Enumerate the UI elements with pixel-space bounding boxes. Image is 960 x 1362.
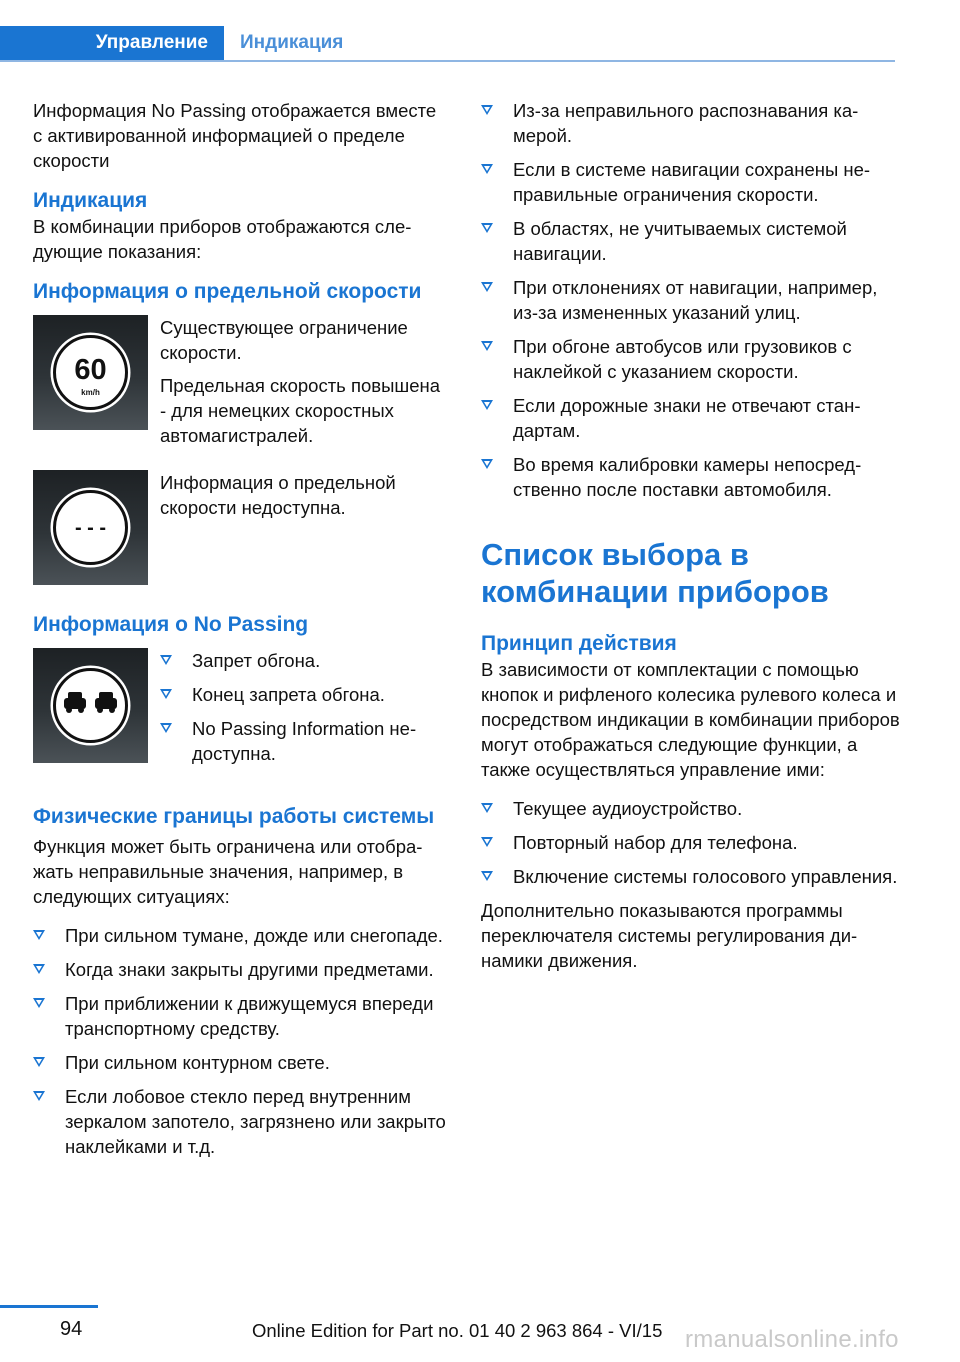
bullet-triangle-icon <box>481 164 493 174</box>
list-item: Повторный набор для телефона. <box>481 830 901 855</box>
extra-text: Дополнительно показываются программы переключателя системы регулирования динамики движения. <box>481 900 858 971</box>
bullet-triangle-icon <box>481 871 493 881</box>
edition-text: Online Edition for Part no. 01 40 2 963 864 - VI/15 <box>252 1320 663 1341</box>
no-passing-heading: Информация о No Passing <box>33 613 309 636</box>
indication-heading: Индикация <box>33 189 148 212</box>
system-limits-text: Функция может быть ограничена или отображать неправильные значения, например, в следующих ситуациях: <box>33 836 423 907</box>
left-column <box>33 98 448 1168</box>
speed-limit-heading: Информация о предельной скорости <box>33 280 422 303</box>
list-item: При приближении к движущемуся впереди транспортному средству. <box>33 991 448 1041</box>
list-item: Конец запрета обгона. <box>160 682 448 707</box>
no-passing-list <box>160 648 448 766</box>
list-item: Если в системе навигации сохранены неправильные ограничения скорости. <box>481 157 901 207</box>
bullet-triangle-icon <box>481 282 493 292</box>
principle-heading: Принцип действия <box>481 632 677 655</box>
list-item: Запрет обгона. <box>160 648 448 673</box>
list-item: При сильном контурном свете. <box>33 1050 448 1075</box>
list-item: Во время калибровки камеры непосредственно после поставки автомобиля. <box>481 452 901 502</box>
no-passing-figure-row <box>33 648 448 775</box>
unavailable-sign-icon <box>33 470 148 585</box>
system-limits-list-continued <box>481 98 901 502</box>
bullet-triangle-icon <box>481 837 493 847</box>
speed-info-2: Предельная скорость повышена - для немецких скоростных автомагистралей. <box>160 375 441 446</box>
bullet-triangle-icon <box>160 689 172 699</box>
page-number: 94 <box>60 1318 83 1340</box>
speed-unavailable-sign-image <box>33 470 148 585</box>
no-passing-sign-image <box>33 648 148 763</box>
system-limits-list <box>33 923 448 1159</box>
list-item: Включение системы голосового управления. <box>481 864 901 889</box>
indication-text: В комбинации приборов отображаются следующие показания: <box>33 216 412 262</box>
speed-limit-sign-icon <box>33 315 148 430</box>
bullet-triangle-icon <box>33 998 45 1008</box>
principle-list <box>481 796 901 889</box>
bullet-triangle-icon <box>481 400 493 410</box>
list-item: При отклонениях от навигации, например, из-за измененных указаний улиц. <box>481 275 901 325</box>
principle-text: В зависимости от комплектации с помощью кнопок и рифленого колесика рулевого колеса и посредством индикации в комбинации приборов могут отображаться следующие функции, а также осуществляться управление ими: <box>481 659 900 780</box>
bullet-triangle-icon <box>481 105 493 115</box>
bullet-triangle-icon <box>33 964 45 974</box>
bullet-triangle-icon <box>481 341 493 351</box>
bullet-triangle-icon <box>481 459 493 469</box>
list-item: Если лобовое стекло перед внутренним зеркалом запотело, загрязнено или закрыто наклейками и т.д. <box>33 1084 448 1159</box>
bullet-triangle-icon <box>33 930 45 940</box>
list-item: No Passing Information недоступна. <box>160 716 448 766</box>
bullet-triangle-icon <box>160 723 172 733</box>
speed-limit-figure-row <box>33 315 448 456</box>
list-item: В областях, не учитываемых системой навигации. <box>481 216 901 266</box>
list-item: При обгоне автобусов или грузовиков с наклейкой с указанием скорости. <box>481 334 901 384</box>
tab-control[interactable]: Управление <box>0 26 224 60</box>
list-item: Если дорожные знаки не отвечают стандартам. <box>481 393 901 443</box>
na-sign-text: - - - <box>74 517 107 539</box>
speed-sign-value: 60 <box>74 354 107 386</box>
footer-rule <box>0 1305 98 1308</box>
system-limits-heading: Физические границы работы системы <box>33 805 435 828</box>
bullet-triangle-icon <box>481 803 493 813</box>
section-title: Список выбора в комбинации приборов <box>481 537 829 609</box>
list-item: Когда знаки закрыты другими предметами. <box>33 957 448 982</box>
speed-unavailable-description <box>160 470 448 528</box>
speed-unavailable-text: Информация о предельной скорости недоступна. <box>160 472 396 518</box>
speed-unavailable-figure-row <box>33 470 448 585</box>
list-item: Текущее аудиоустройство. <box>481 796 901 821</box>
right-column <box>481 98 901 973</box>
speed-info-1: Существующее ограничение скорости. <box>160 317 408 363</box>
tab-indication[interactable]: Индикация <box>240 32 344 53</box>
bullet-triangle-icon <box>160 655 172 665</box>
header-divider <box>0 60 895 62</box>
bullet-triangle-icon <box>33 1057 45 1067</box>
speed-limit-sign-image <box>33 315 148 430</box>
header-tabs <box>0 26 895 62</box>
bullet-triangle-icon <box>481 223 493 233</box>
no-passing-sign-icon <box>33 648 148 763</box>
watermark: rmanualsonline.info <box>685 1326 899 1353</box>
list-item: Из-за неправильного распознавания камерой. <box>481 98 901 148</box>
no-passing-description <box>160 648 448 775</box>
list-item: При сильном тумане, дожде или снегопаде. <box>33 923 448 948</box>
intro-text: Информация No Passing отображается вместе с активированной информацией о пределе скорости <box>33 100 437 171</box>
bullet-triangle-icon <box>33 1091 45 1101</box>
speed-sign-unit: km/h <box>81 388 100 397</box>
speed-limit-description <box>160 315 448 456</box>
